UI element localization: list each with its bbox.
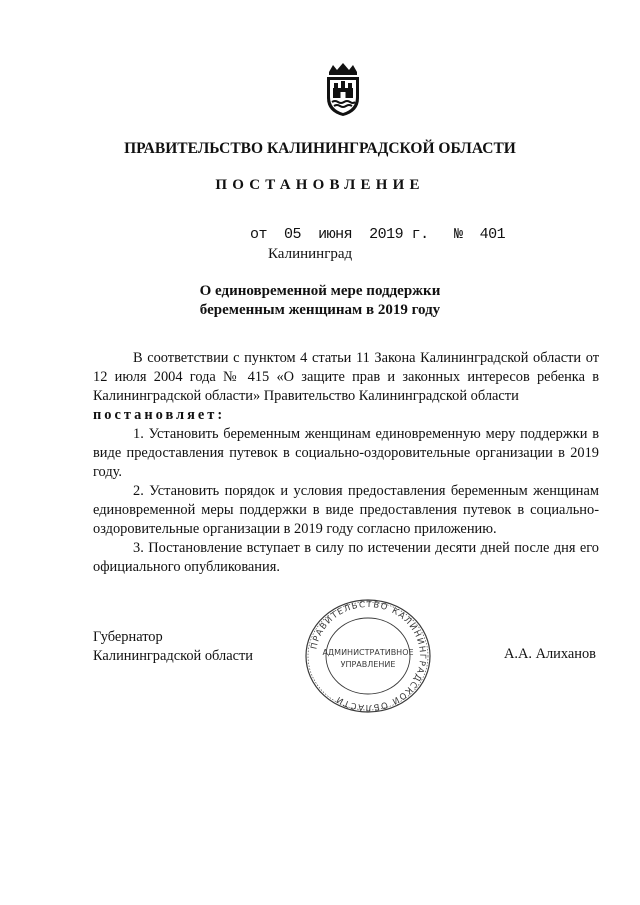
document-type: ПОСТАНОВЛЕНИЕ [215, 177, 425, 193]
document-city: Калининград [268, 246, 353, 262]
item-1-paragraph: 1. Установить беременным женщинам единовременную меру поддержки в виде предоставления путевок в социально-оздоровительные организации в 2019 году. [93, 426, 599, 480]
number-sign: № [454, 226, 463, 243]
coat-of-arms-icon [319, 62, 367, 118]
position-line-1: Губернатор [93, 629, 163, 645]
document-title [0, 282, 640, 320]
stamp-center-line-2: УПРАВЛЕНИЕ [340, 660, 396, 669]
signatory-position [93, 628, 253, 666]
document-body [93, 349, 599, 577]
preamble-paragraph: В соответствии с пунктом 4 статьи 11 Закона Калининградской области от 12 июля 2004 года № 415 «О защите прав и законных интересов ребенка в Калининградской области» Правительство Калининградской области [93, 350, 599, 404]
resolves-word: постановляет: [93, 407, 226, 423]
document-date-number [250, 226, 505, 243]
resolves-line [93, 406, 599, 425]
title-line-2: беременным женщинам в 2019 году [199, 302, 441, 318]
date-prefix: от [250, 226, 268, 243]
title-line-1: О единовременной мере поддержки [199, 283, 441, 299]
item-2-paragraph: 2. Установить порядок и условия предоставления беременным женщинам единовременной меры поддержки в виде предоставления путевок в социально-оздоровительные организации в 2019 году согласно приложению. [93, 483, 599, 537]
official-seal-icon [302, 597, 434, 715]
stamp-center-line-1: АДМИНИСТРАТИВНОЕ [322, 648, 414, 657]
document-number: 401 [479, 226, 506, 243]
stamp-ring-text: ПРАВИТЕЛЬСТВО КАЛИНИНГРАДСКОЙ ОБЛАСТИ [309, 599, 428, 713]
position-line-2: Калининградской области [93, 648, 253, 664]
organization-name: ПРАВИТЕЛЬСТВО КАЛИНИНГРАДСКОЙ ОБЛАСТИ [124, 140, 516, 157]
date-day: 05 [284, 226, 302, 243]
item-3-paragraph: 3. Постановление вступает в силу по истечении десяти дней после дня его официального опубликования. [93, 540, 599, 575]
date-year: 2019 г. [369, 226, 429, 243]
date-month: июня [318, 226, 353, 243]
signatory-name: А.А. Алиханов [504, 646, 596, 662]
